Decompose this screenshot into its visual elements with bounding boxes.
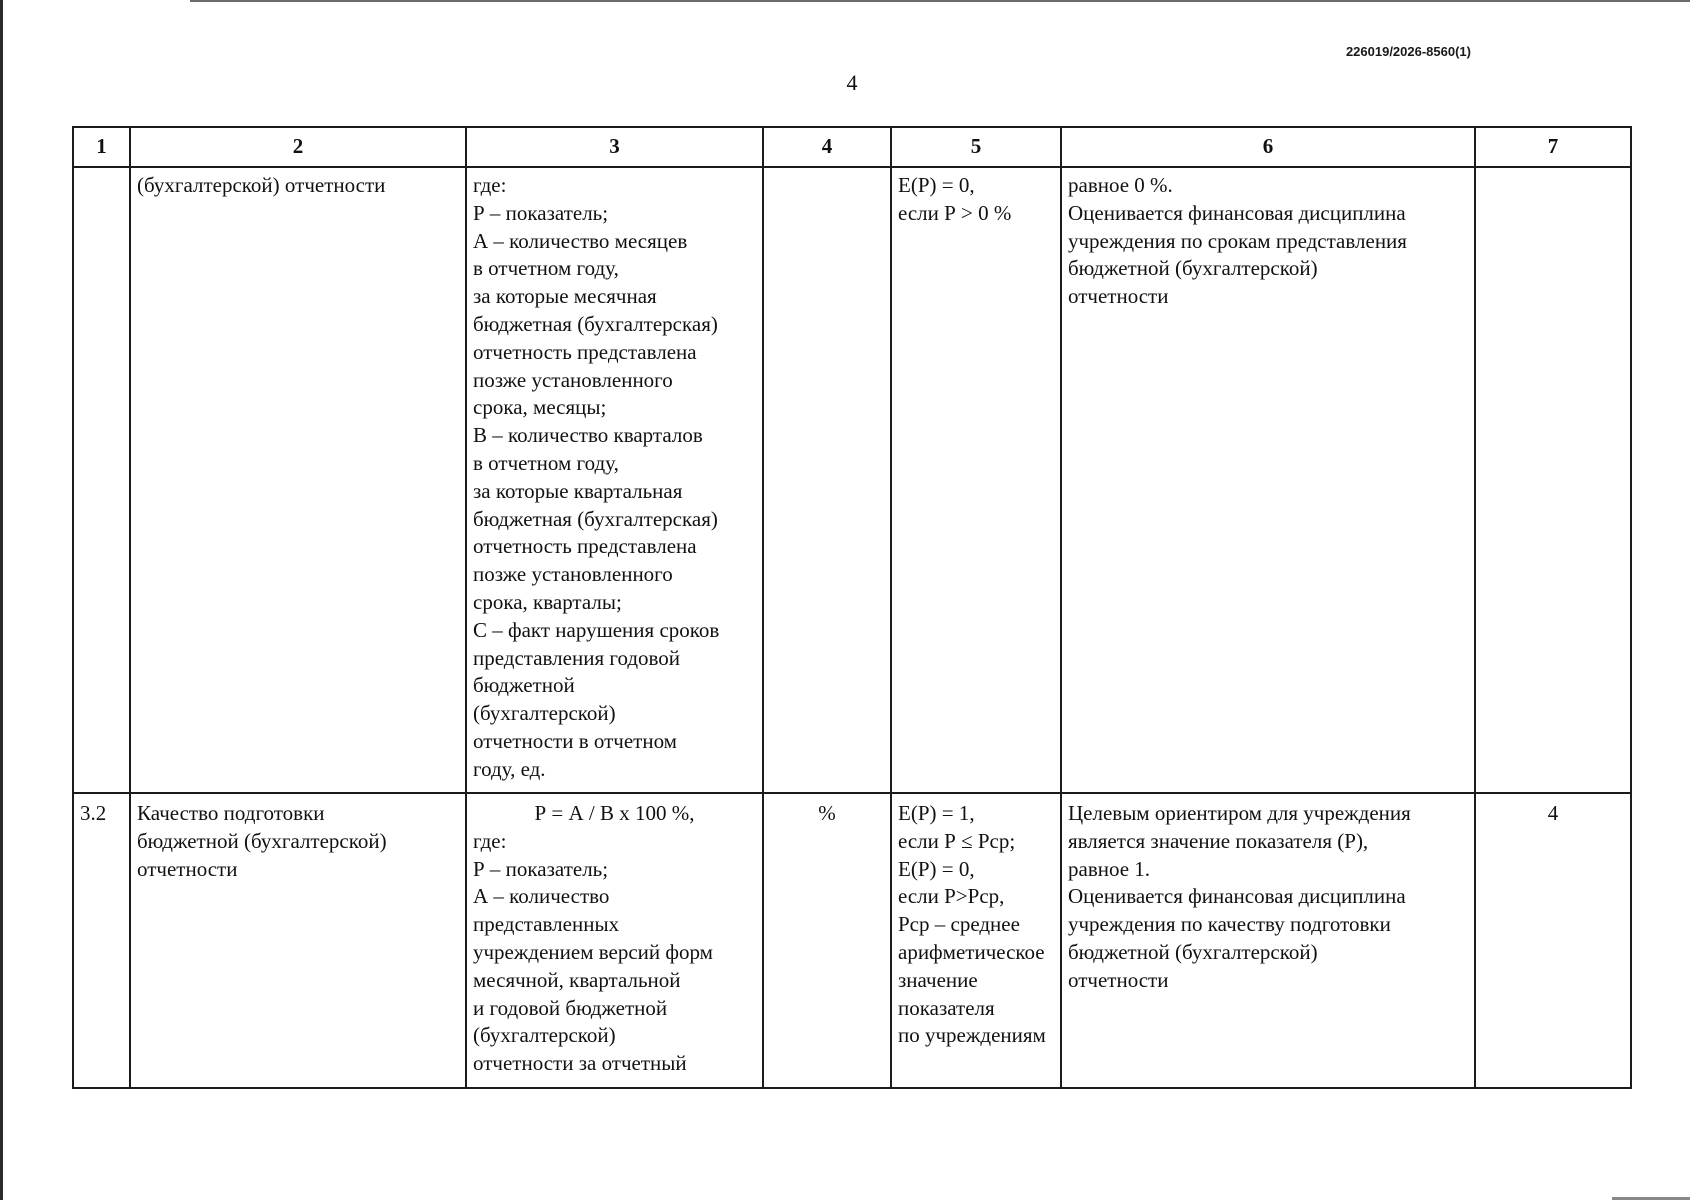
cell-line: отчетность представлена (473, 534, 697, 559)
cell-line: А – количество (473, 884, 610, 909)
cell-line: учреждением версий форм (473, 939, 713, 964)
cell-line: позже установленного (473, 562, 673, 587)
evaluation-cell (891, 793, 1061, 1088)
cell-line: Качество подготовки (137, 801, 325, 825)
description-cell (1061, 167, 1475, 793)
cell-line: Оценивается финансовая дисциплина (1068, 200, 1406, 225)
table-row (73, 793, 1631, 1088)
unit-cell (763, 167, 891, 793)
cell-line: и годовой бюджетной (473, 995, 668, 1020)
formula-cell (466, 167, 763, 793)
cell-line: отчетности (1068, 284, 1169, 309)
cell-line: является значение показателя (Р), (1068, 828, 1369, 853)
cell-line: (бухгалтерской) отчетности (137, 173, 386, 197)
cell-line: арифметическое (898, 939, 1045, 964)
cell-line: Е(Р) = 0, (898, 173, 975, 197)
cell-line: (бухгалтерской) (473, 1023, 616, 1048)
cell-line: значение (898, 967, 978, 992)
cell-line: за которые месячная (473, 284, 657, 309)
cell-line: равное 0 %. (1068, 173, 1173, 197)
table-header-row (73, 127, 1631, 167)
cell-line: учреждения по срокам представления (1068, 228, 1407, 253)
cell-line: отчетность представлена (473, 339, 697, 364)
weight-cell (1475, 167, 1631, 793)
formula-cell (466, 793, 763, 1088)
cell-line: отчетности в отчетном (473, 728, 677, 753)
document-id: 226019/2026-8560(1) (1345, 44, 1471, 59)
page-number: 4 (846, 70, 858, 95)
cell-line: Р – показатель; (473, 856, 609, 881)
cell-line: отчетности за отчетный (473, 1051, 687, 1076)
cell-line: за которые квартальная (473, 478, 683, 503)
description-cell (1061, 793, 1475, 1088)
cell-line: Рср – среднее (898, 912, 1020, 937)
row-number-cell: 3.2 (73, 793, 130, 1088)
column-header: 1 (73, 127, 130, 167)
cell-line: бюджетной (бухгалтерской) (1068, 939, 1318, 964)
row-number-cell (73, 167, 130, 793)
cell-line: бюджетная (бухгалтерская) (473, 311, 718, 336)
cell-line: бюджетной (473, 673, 575, 698)
cell-line: представления годовой (473, 645, 681, 670)
cell-line: срока, кварталы; (473, 589, 622, 614)
cell-line: если Р ≤ Рср; (898, 828, 1016, 853)
cell-line: А – количество месяцев (473, 228, 688, 253)
cell-line: С – факт нарушения сроков (473, 617, 720, 642)
column-header: 2 (130, 127, 466, 167)
cell-line: где: (473, 828, 507, 853)
cell-line: Е(Р) = 1, (898, 801, 975, 825)
weight-cell: 4 (1475, 793, 1631, 1088)
cell-line: по учреждениям (898, 1023, 1046, 1048)
indicator-name-cell (130, 793, 466, 1088)
scan-edge-top (190, 0, 1690, 2)
cell-line: В – количество кварталов (473, 423, 703, 448)
cell-line: бюджетной (бухгалтерской) (1068, 256, 1318, 281)
formula-main: Р = А / В x 100 %, (534, 801, 695, 825)
cell-line: где: (473, 173, 507, 197)
cell-line: в отчетном году, (473, 450, 619, 475)
cell-line: отчетности (1068, 967, 1169, 992)
criteria-table (72, 126, 1632, 1089)
cell-line: месячной, квартальной (473, 967, 681, 992)
cell-line: если Р>Рср, (898, 884, 1005, 909)
cell-line: срока, месяцы; (473, 395, 607, 420)
unit-cell: % (763, 793, 891, 1088)
cell-line: позже установленного (473, 367, 673, 392)
scan-edge-left (0, 0, 3, 1200)
cell-line: бюджетная (бухгалтерская) (473, 506, 718, 531)
column-header: 3 (466, 127, 763, 167)
column-header: 5 (891, 127, 1061, 167)
cell-line: в отчетном году, (473, 256, 619, 281)
cell-line: Е(Р) = 0, (898, 856, 975, 881)
cell-line: отчетности (137, 856, 238, 881)
cell-line: бюджетной (бухгалтерской) (137, 828, 387, 853)
cell-line: году, ед. (473, 756, 546, 781)
indicator-name-cell (130, 167, 466, 793)
evaluation-cell (891, 167, 1061, 793)
cell-line: Целевым ориентиром для учреждения (1068, 801, 1411, 825)
column-header: 6 (1061, 127, 1475, 167)
cell-line: если Р > 0 % (898, 200, 1012, 225)
cell-line: Оценивается финансовая дисциплина (1068, 884, 1406, 909)
table-row (73, 167, 1631, 793)
cell-line: представленных (473, 912, 620, 937)
column-header: 4 (763, 127, 891, 167)
cell-line: показателя (898, 995, 995, 1020)
cell-line: (бухгалтерской) (473, 701, 616, 726)
cell-line: Р – показатель; (473, 200, 609, 225)
column-header: 7 (1475, 127, 1631, 167)
cell-line: учреждения по качеству подготовки (1068, 912, 1391, 937)
cell-line: равное 1. (1068, 856, 1151, 881)
